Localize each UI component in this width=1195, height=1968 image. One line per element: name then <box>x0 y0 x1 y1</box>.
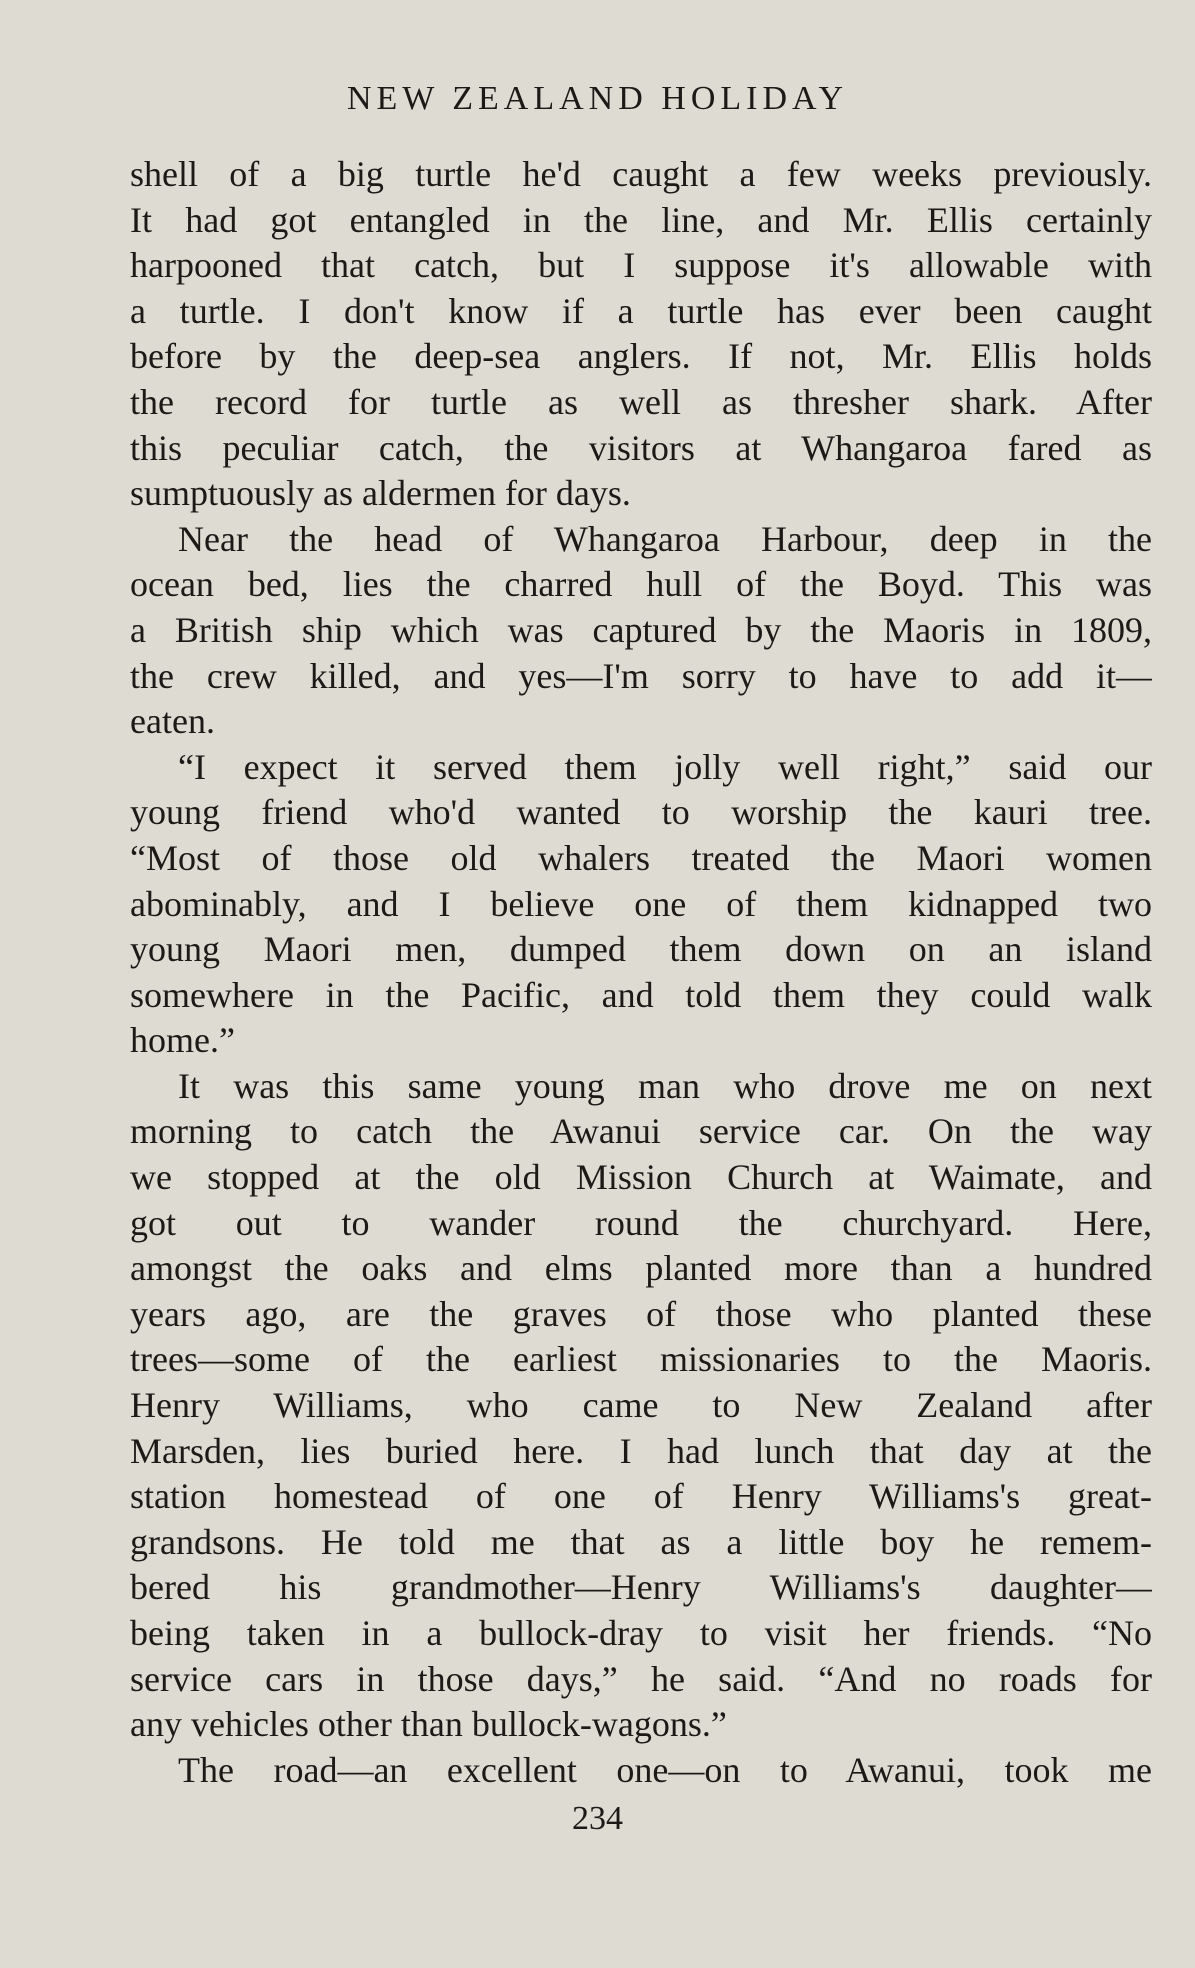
text-line: station homestead of one of Henry Williams's great- <box>130 1476 1152 1517</box>
text-line: home.” <box>130 1020 235 1061</box>
body-text <box>130 152 1152 1793</box>
text-line: this peculiar catch, the visitors at Whangaroa fared as <box>130 427 1152 468</box>
text-line: The road—an excellent one—on to Awanui, took me <box>178 1749 1152 1790</box>
text-line: a British ship which was captured by the Maoris in 1809, <box>130 609 1152 650</box>
text-line: morning to catch the Awanui service car. On the way <box>130 1111 1152 1152</box>
text-line: being taken in a bullock-dray to visit her friends. “No <box>130 1613 1152 1653</box>
page-number: 234 <box>572 1800 623 1837</box>
text-line: the record for turtle as well as thresher shark. After <box>130 381 1152 422</box>
text-line: sumptuously as aldermen for days. <box>130 473 631 514</box>
text-line: grandsons. He told me that as a little boy he remem- <box>130 1521 1152 1562</box>
text-line: got out to wander round the churchyard. Here, <box>130 1202 1152 1243</box>
text-line: any vehicles other than bullock-wagons.” <box>130 1704 727 1745</box>
text-line: harpooned that catch, but I suppose it's allowable with <box>130 245 1152 286</box>
text-line: Henry Williams, who came to New Zealand after <box>130 1385 1152 1426</box>
text-line: young Maori men, dumped them down on an island <box>130 929 1152 970</box>
text-line: young friend who'd wanted to worship the kauri tree. <box>130 792 1152 833</box>
text-line: years ago, are the graves of those who planted these <box>130 1293 1152 1334</box>
text-line: trees—some of the earliest missionaries to the Maoris. <box>130 1339 1152 1380</box>
text-line: ocean bed, lies the charred hull of the Boyd. This was <box>130 564 1152 605</box>
text-line: shell of a big turtle he'd caught a few weeks previously. <box>130 154 1152 194</box>
text-line: “I expect it served them jolly well right,” said our <box>178 746 1152 787</box>
text-line: before by the deep-sea anglers. If not, Mr. Ellis holds <box>130 336 1152 377</box>
text-line: Near the head of Whangaroa Harbour, deep in the <box>178 518 1152 559</box>
text-line: It had got entangled in the line, and Mr. Ellis certainly <box>130 199 1152 240</box>
text-line: service cars in those days,” he said. “And no roads for <box>130 1658 1152 1699</box>
text-line: abominably, and I believe one of them kidnapped two <box>130 883 1152 924</box>
text-line: we stopped at the old Mission Church at Waimate, and <box>130 1157 1152 1198</box>
text-line: somewhere in the Pacific, and told them they could walk <box>130 974 1152 1015</box>
text-line: amongst the oaks and elms planted more than a hundred <box>130 1248 1152 1289</box>
text-line: “Most of those old whalers treated the Maori women <box>130 837 1152 878</box>
text-line: It was this same young man who drove me on next <box>178 1065 1152 1106</box>
text-line: eaten. <box>130 701 215 742</box>
text-line: bered his grandmother—Henry Williams's daughter— <box>130 1567 1152 1608</box>
text-line: Marsden, lies buried here. I had lunch that day at the <box>130 1430 1152 1471</box>
running-head: NEW ZEALAND HOLIDAY <box>346 80 849 117</box>
text-line: the crew killed, and yes—I'm sorry to have to add it— <box>130 655 1152 696</box>
text-line: a turtle. I don't know if a turtle has ever been caught <box>130 290 1152 331</box>
